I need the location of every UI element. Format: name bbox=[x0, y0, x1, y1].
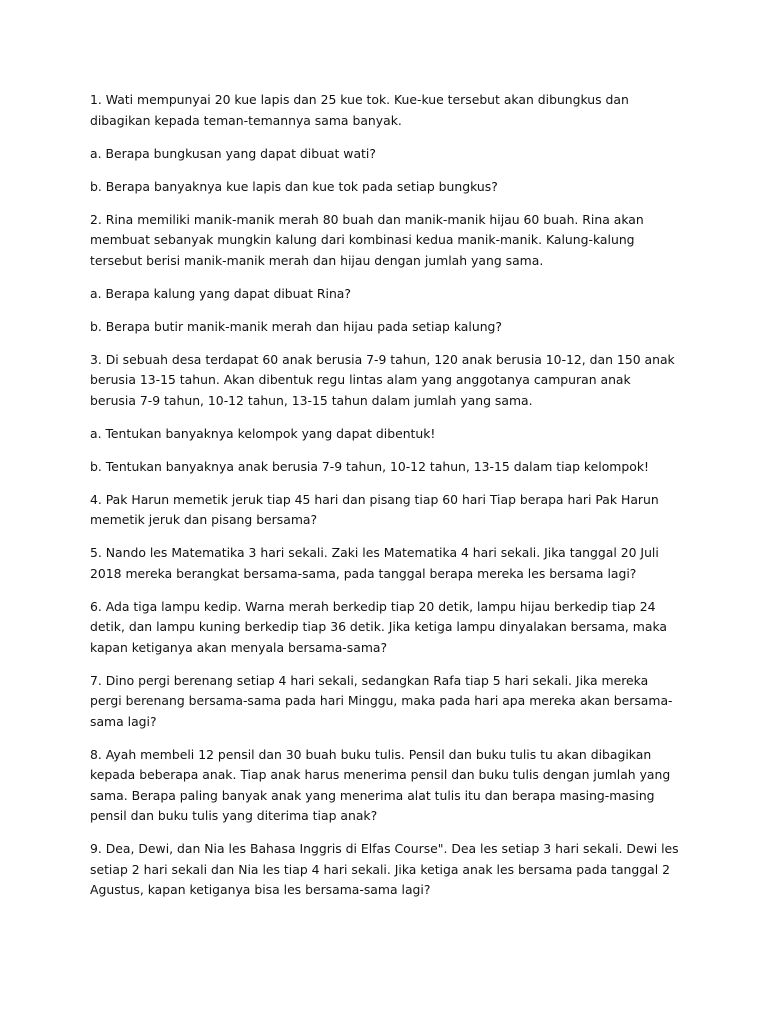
question-9: 9. Dea, Dewi, dan Nia les Bahasa Inggris di Elfas Course". Dea les setiap 3 hari sekali. Dewi les setiap 2 hari sekali dan Nia les tiap 4 hari sekali. Jika ketiga anak les bersama pada tanggal 2 Agustus, kapan ketiganya bisa les bersama-sama lagi? bbox=[90, 841, 679, 897]
question-3b: b. Tentukan banyaknya anak berusia 7-9 tahun, 10-12 tahun, 13-15 dalam tiap kelompok! bbox=[90, 458, 649, 474]
question-6: 6. Ada tiga lampu kedip. Warna merah berkedip tiap 20 detik, lampu hijau berkedip tiap 24 detik, dan lampu kuning berkedip tiap 36 detik. Jika ketiga lampu dinyalakan bersama, maka kapan ketiganya akan menyala bersama-sama? bbox=[90, 598, 667, 655]
question-7: 7. Dino pergi berenang setiap 4 hari sekali, sedangkan Rafa tiap 5 hari sekali. Jika mereka pergi berenang bersama-sama pada hari Minggu, maka pada hari apa mereka akan bersama-sama lagi? bbox=[90, 672, 673, 729]
question-3: 3. Di sebuah desa terdapat 60 anak berusia 7-9 tahun, 120 anak berusia 10-12, dan 150 anak berusia 13-15 tahun. Akan dibentuk regu lintas alam yang anggotanya campuran anak berusia 7-9 tahun, 10-12 tahun, 13-15 tahun dalam jumlah yang sama. bbox=[90, 351, 675, 408]
question-8: 8. Ayah membeli 12 pensil dan 30 buah buku tulis. Pensil dan buku tulis tu akan dibagikan kepada beberapa anak. Tiap anak harus menerima pensil dan buku tulis dengan jumlah yang sama. Berapa paling banyak anak yang menerima alat tulis itu dan berapa masing-masing pensil dan buku tulis yang diterima tiap anak? bbox=[90, 746, 671, 823]
question-5: 5. Nando les Matematika 3 hari sekali. Zaki les Matematika 4 hari sekali. Jika tanggal 20 Juli 2018 mereka berangkat bersama-sama, pada tanggal berapa mereka les bersama lagi? bbox=[90, 545, 659, 581]
question-2: 2. Rina memiliki manik-manik merah 80 buah dan manik-manik hijau 60 buah. Rina akan membuat sebanyak mungkin kalung dari kombinasi kedua manik-manik. Kalung-kalung tersebut berisi manik-manik merah dan hijau dengan jumlah yang sama. bbox=[90, 211, 644, 268]
question-2b: b. Berapa butir manik-manik merah dan hijau pada setiap kalung? bbox=[90, 318, 502, 334]
question-2a: a. Berapa kalung yang dapat dibuat Rina? bbox=[90, 285, 351, 301]
question-3a: a. Tentukan banyaknya kelompok yang dapat dibentuk! bbox=[90, 425, 436, 441]
question-1b: b. Berapa banyaknya kue lapis dan kue tok pada setiap bungkus? bbox=[90, 178, 498, 194]
question-4: 4. Pak Harun memetik jeruk tiap 45 hari dan pisang tiap 60 hari Tiap berapa hari Pak Harun memetik jeruk dan pisang bersama? bbox=[90, 491, 659, 527]
question-1a: a. Berapa bungkusan yang dapat dibuat wati? bbox=[90, 145, 376, 161]
document-page bbox=[90, 90, 680, 913]
question-1: 1. Wati mempunyai 20 kue lapis dan 25 kue tok. Kue-kue tersebut akan dibungkus dan dibagikan kepada teman-temannya sama banyak. bbox=[90, 92, 629, 128]
